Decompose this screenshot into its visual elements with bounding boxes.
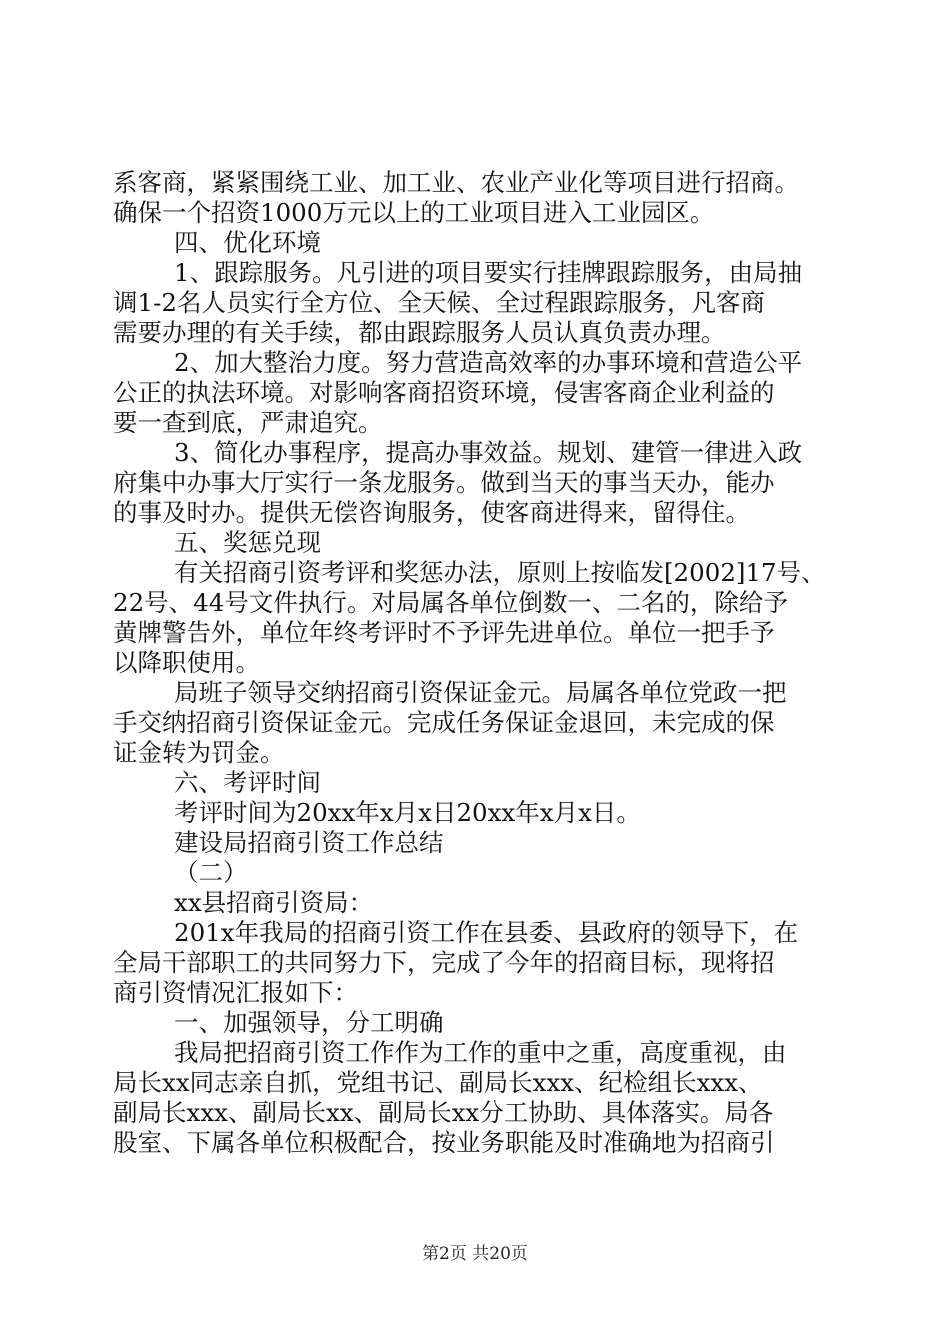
text-line: 22号、44号文件执行。对局属各单位倒数一、二名的，除给予 [113,588,788,617]
text-line: 3、简化办事程序，提高办事效益。规划、建管一律进入政 [174,438,803,467]
page-number-footer: 第2页 共20页 [422,1244,528,1264]
text-line: 201x年我局的招商引资工作在县委、县政府的领导下，在 [174,918,799,947]
text-line: 公正的执法环境。对影响客商招资环境，侵害客商企业利益的 [113,378,775,407]
text-line: 有关招商引资考评和奖惩办法，原则上按临发[2002]17号、 [174,558,826,587]
text-line: 2、加大整治力度。努力营造高效率的办事环境和营造公平 [174,348,803,377]
text-line: 黄牌警告外，单位年终考评时不予评先进单位。单位一把手予 [113,618,775,647]
text-line: 确保一个招资1000万元以上的工业项目进入工业园区。 [113,198,715,227]
text-line: 商引资情况汇报如下： [113,978,358,1007]
text-line: 系客商，紧紧围绕工业、加工业、农业产业化等项目进行招商。 [113,168,799,197]
document-title: 建设局招商引资工作总结 [174,828,444,857]
text-line: 考评时间为20xx年x月x日20xx年x月x日。 [174,798,641,827]
text-line: 府集中办事大厅实行一条龙服务。做到当天的事当天办，能办 [113,468,775,497]
text-line: 全局干部职工的共同努力下，完成了今年的招商目标，现将招 [113,948,775,977]
section-heading: 一、加强领导，分工明确 [174,1008,444,1037]
section-heading: 五、奖惩兑现 [174,528,321,557]
text-line: 需要办理的有关手续，都由跟踪服务人员认真负责办理。 [113,318,726,347]
text-line: 以降职使用。 [113,648,260,677]
text-line: 的事及时办。提供无偿咨询服务，使客商进得来，留得住。 [113,498,750,527]
text-line: 1、跟踪服务。凡引进的项目要实行挂牌跟踪服务，由局抽 [174,258,803,287]
section-heading: 四、优化环境 [174,228,321,257]
text-line: 局班子领导交纳招商引资保证金元。局属各单位党政一把 [174,678,787,707]
text-line: 调1-2名人员实行全方位、全天候、全过程跟踪服务，凡客商 [113,288,765,317]
section-heading: 六、考评时间 [174,768,321,797]
text-line: 要一查到底，严肃追究。 [113,408,383,437]
text-line: 我局把招商引资工作作为工作的重中之重，高度重视，由 [174,1038,787,1067]
salutation: xx县招商引资局： [174,888,374,917]
text-line: 局长xx同志亲自抓，党组书记、副局长xxx、纪检组长xxx、 [113,1068,763,1097]
text-line: 手交纳招商引资保证金元。完成任务保证金退回，未完成的保 [113,708,775,737]
text-line: 证金转为罚金。 [113,738,285,767]
text-line: 股室、下属各单位积极配合，按业务职能及时准确地为招商引 [113,1128,775,1157]
document-subtitle: （二） [174,858,248,887]
text-line: 副局长xxx、副局长xx、副局长xx分工协助、具体落实。局各 [113,1098,774,1127]
